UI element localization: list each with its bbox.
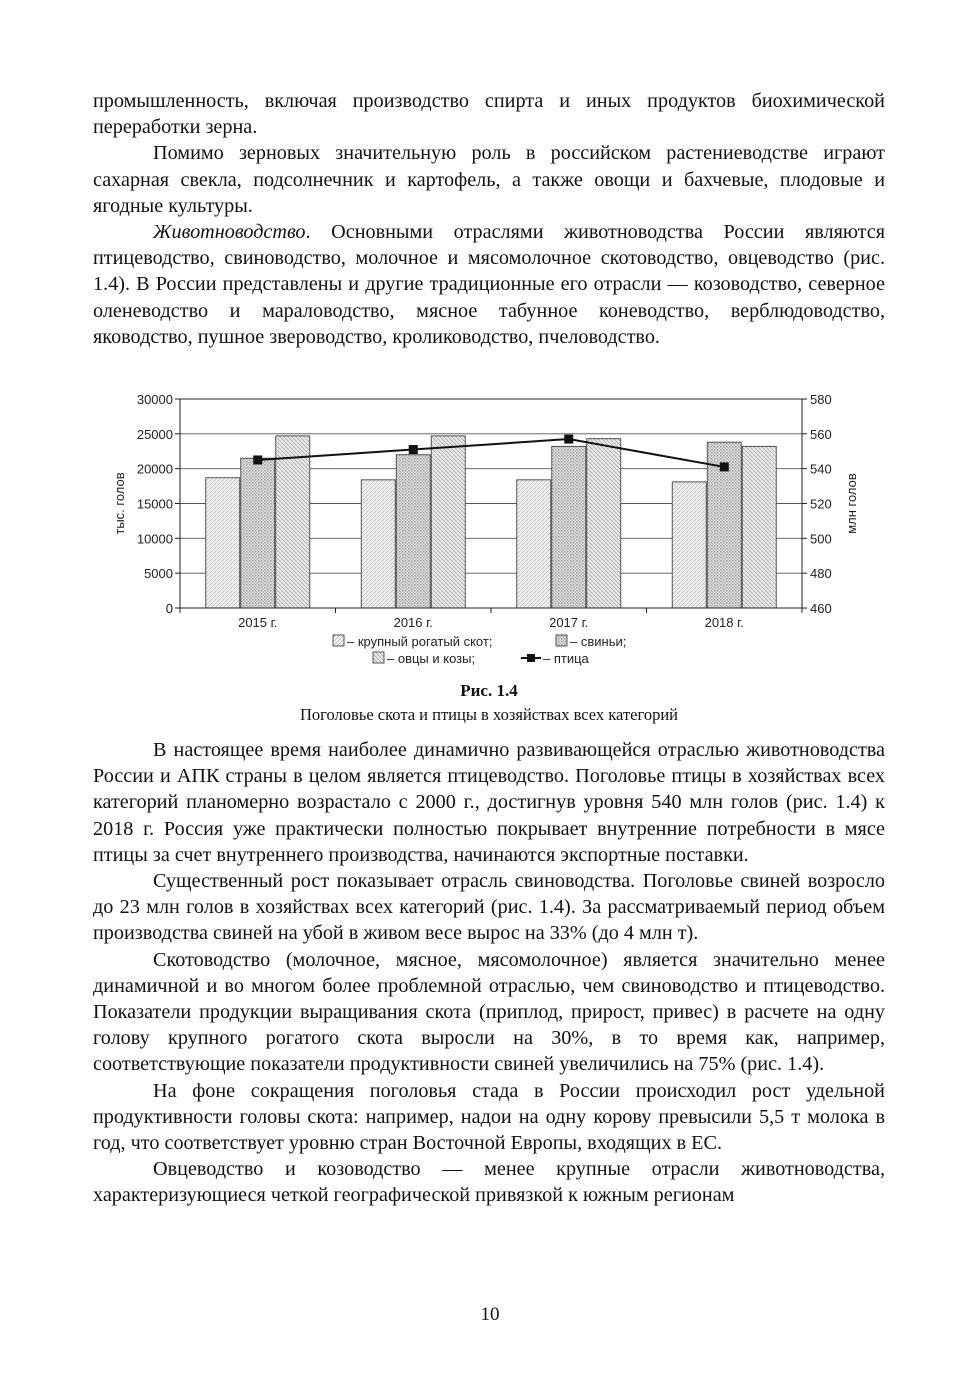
line-marker xyxy=(409,445,418,454)
text-block-bottom xyxy=(93,737,885,1209)
y-tick-label-right: 580 xyxy=(810,392,832,407)
bar xyxy=(552,446,586,608)
line-marker xyxy=(564,435,573,444)
paragraph: промышленность, включая производство спирта и иных продуктов биохимической переработки зерна. xyxy=(93,90,885,139)
italic-heading: Животноводство xyxy=(153,221,306,244)
y-tick-label-right: 520 xyxy=(810,496,832,512)
paragraph xyxy=(93,219,885,350)
y-tick-label-left: 5000 xyxy=(144,566,173,582)
bar xyxy=(517,480,551,608)
paragraph: На фоне сокращения поголовья стада в России происходил рост удельной продуктивности головы скота: например, надои на одну корову превысили 5,5 т молока в год, что соответствует уровню стран Восточной Европы, входящих в ЕС. xyxy=(93,1079,885,1155)
bar xyxy=(241,458,275,608)
y-tick-label-right: 500 xyxy=(810,531,832,547)
figure-number: Рис. 1.4 xyxy=(460,681,518,700)
y-tick-label-left: 30000 xyxy=(136,392,173,407)
bar xyxy=(361,480,395,608)
line-marker xyxy=(253,455,262,464)
bar xyxy=(431,436,465,608)
livestock-chart xyxy=(93,386,885,682)
paragraph: Овцеводство и козоводство — менее крупные отрасли животноводства, характеризующиеся четкой географической привязкой к южным регионам xyxy=(93,1158,885,1207)
x-tick-label: 2015 г. xyxy=(238,615,278,630)
paragraph: Скотоводство (молочное, мясное, мясомолочное) является значительно менее динамичной и во многом более проблемной отраслью, чем свиноводство и птицеводство. Показатели продукции выращивания скота (приплод, прирост, привес) в расчете на одну голову крупного рогатого скота выросли на 30%, в то время как, например, соответствующие показатели продуктивности свиней увеличились на 75% (рис. 1.4). xyxy=(93,948,885,1076)
legend-swatch xyxy=(556,635,567,646)
legend-swatch xyxy=(373,652,384,663)
x-tick-label: 2017 г. xyxy=(549,615,589,630)
page-number: 10 xyxy=(480,1304,500,1325)
x-tick-label: 2016 г. xyxy=(393,615,433,630)
bar xyxy=(206,478,240,608)
x-tick-label: 2018 г. xyxy=(704,615,744,630)
y-axis-title-left: тыс. голов xyxy=(112,472,127,535)
y-tick-label-left: 15000 xyxy=(136,496,173,512)
text-block-top xyxy=(93,88,885,350)
poultry-line xyxy=(258,439,725,467)
legend-swatch xyxy=(333,635,344,646)
legend-label: – овцы и козы; xyxy=(387,651,476,666)
bar xyxy=(396,455,430,608)
chart-legend xyxy=(333,634,626,666)
bar xyxy=(672,482,706,608)
bar xyxy=(587,439,621,608)
y-tick-label-left: 20000 xyxy=(136,461,173,477)
y-axis-title-right: млн голов xyxy=(844,473,859,534)
paragraph: Существенный рост показывает отрасль свиноводства. Поголовье свиней возросло до 23 млн голов в хозяйствах всех категорий (рис. 1.4). За рассматриваемый период объем производства свиней на убой в живом весе вырос на 33% (до 4 млн т). xyxy=(93,870,885,945)
legend-label: – птица xyxy=(543,651,589,666)
legend-label: – свиньи; xyxy=(570,634,627,649)
y-tick-label-right: 560 xyxy=(810,426,832,442)
bar xyxy=(276,436,310,608)
y-tick-label-right: 540 xyxy=(810,461,832,477)
y-tick-label-left: 0 xyxy=(165,601,173,616)
y-tick-label-left: 10000 xyxy=(136,531,173,547)
bar xyxy=(742,446,776,608)
paragraph-text: . Основными отраслями животноводства России являются птицеводство, свиноводство, молочное и мясомолочное скотоводство, овцеводство (рис. 1.4). В России представлены и другие традиционные его отрасли — козоводство, северное оленеводство и мараловодство, мясное табунное коневодство, верблюдоводство, яководство, пушное звероводство, кролиководство, пчеловодство. xyxy=(93,221,885,348)
y-tick-label-left: 25000 xyxy=(136,426,173,442)
paragraph: Помимо зерновых значительную роль в российском растениеводстве играют сахарная свекла, подсолнечник и картофель, а также овощи и бахчевые, плодовые и ягодные культуры. xyxy=(93,142,885,217)
legend-label: – крупный рогатый скот; xyxy=(347,634,493,649)
line-marker xyxy=(720,462,729,471)
chart-line xyxy=(253,435,729,472)
paragraph: В настоящее время наиболее динамично развивающейся отраслью животноводства России и АПК страны в целом является птицеводство. Поголовье птицы в хозяйствах всех категорий планомерно возрастало с 2000 г., достигнув уровня 540 млн голов (рис. 1.4) к 2018 г. Россия уже практически полностью покрывает внутренние потребности в мясе птицы за счет внутреннего производства, начинаются экспортные поставки. xyxy=(93,739,885,866)
figure-caption: Поголовье скота и птицы в хозяйствах всех категорий xyxy=(299,705,678,724)
legend-marker-swatch xyxy=(527,654,535,662)
y-tick-label-right: 480 xyxy=(810,566,832,582)
y-tick-label-right: 460 xyxy=(810,601,832,616)
